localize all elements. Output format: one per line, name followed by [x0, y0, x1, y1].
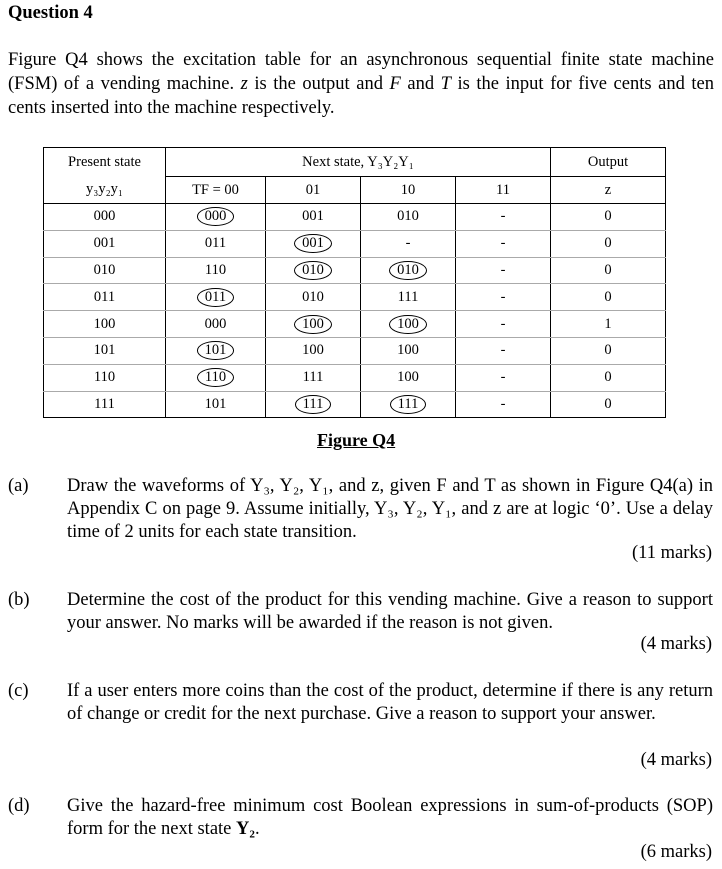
input-header-01: 01 — [266, 177, 361, 204]
present-state-cell: 010 — [44, 257, 166, 284]
intro-var-t: T — [440, 74, 451, 94]
stable-state-circle: 110 — [197, 368, 234, 387]
next-state-cell — [266, 311, 361, 338]
intro-var-f: F — [389, 74, 401, 94]
intro-text-1: Figure Q4 shows the excitation table for an asynchronous sequential finite state machine (FSM) of a vending machine. — [8, 50, 714, 94]
next-state-cell: 011 — [166, 230, 266, 257]
part-c-marks: (4 marks) — [640, 750, 712, 770]
part-d-text-2: . — [254, 819, 260, 839]
output-cell: 0 — [551, 337, 666, 364]
input-header-11: 11 — [456, 177, 551, 204]
next-state-cell — [361, 391, 456, 418]
output-cell: 0 — [551, 204, 666, 231]
intro-paragraph — [8, 48, 714, 120]
present-state-cell: 110 — [44, 364, 166, 391]
intro-text-2: is the output and — [247, 74, 390, 94]
next-state-cell — [266, 257, 361, 284]
part-c-label: (c) — [8, 681, 29, 701]
next-state-cell: - — [456, 257, 551, 284]
figure-caption: Figure Q4 — [317, 430, 396, 450]
next-state-cell — [166, 364, 266, 391]
next-state-cell: - — [456, 337, 551, 364]
table-row — [44, 311, 666, 338]
next-state-cell — [266, 230, 361, 257]
present-state-cell: 101 — [44, 337, 166, 364]
stable-state-circle: 100 — [389, 315, 427, 334]
output-var: z — [551, 177, 666, 204]
stable-state-circle: 111 — [295, 395, 332, 414]
present-state-cell: 111 — [44, 391, 166, 418]
next-state-cell: 010 — [361, 204, 456, 231]
input-header-00: TF = 00 — [166, 177, 266, 204]
next-state-cell — [166, 204, 266, 231]
output-header: Output — [551, 148, 666, 177]
next-state-cell: - — [456, 230, 551, 257]
output-cell: 0 — [551, 364, 666, 391]
next-state-header: Next state, Y₃Y₂Y₁ — [166, 148, 551, 177]
next-state-cell: - — [456, 284, 551, 311]
next-state-cell: - — [456, 311, 551, 338]
stable-state-circle: 010 — [389, 261, 427, 280]
next-state-cell: - — [456, 364, 551, 391]
part-b-label: (b) — [8, 590, 30, 610]
part-a-text: Draw the waveforms of Y₃, Y₂, Y₁, and z, given F and T as shown in Figure Q4(a) in Appendix C on page 9. Assume initially, Y₃, Y₂, Y₁, and z are at logic ‘0’. Use a delay time of 2 units for each state transition. — [67, 476, 713, 542]
part-d-text — [67, 795, 713, 841]
present-state-cell: 000 — [44, 204, 166, 231]
stable-state-circle: 010 — [294, 261, 332, 280]
output-cell: 0 — [551, 391, 666, 418]
output-cell: 0 — [551, 284, 666, 311]
intro-var-z: z — [240, 74, 248, 94]
part-d-next-state-var: Y₂ — [236, 819, 255, 839]
next-state-cell — [361, 311, 456, 338]
output-cell: 0 — [551, 257, 666, 284]
next-state-cell — [166, 337, 266, 364]
next-state-cell: 100 — [266, 337, 361, 364]
output-cell: 1 — [551, 311, 666, 338]
next-state-cell: 101 — [166, 391, 266, 418]
next-state-cell — [166, 284, 266, 311]
stable-state-circle: 011 — [197, 288, 234, 307]
next-state-cell: - — [361, 230, 456, 257]
part-d-label: (d) — [8, 796, 30, 816]
present-state-cell: 100 — [44, 311, 166, 338]
table-row — [44, 391, 666, 418]
next-state-cell: - — [456, 391, 551, 418]
next-state-cell: 010 — [266, 284, 361, 311]
excitation-table — [43, 147, 666, 418]
part-d-text-1: Give the hazard-free minimum cost Boolean expressions in sum-of-products (SOP) form for the next state — [67, 796, 713, 839]
stable-state-circle: 101 — [197, 341, 235, 360]
present-state-header: Present state — [44, 148, 166, 177]
next-state-cell: 110 — [166, 257, 266, 284]
intro-text-3: and — [400, 74, 441, 94]
part-c-text: If a user enters more coins than the cost of the product, determine if there is any return of change or credit for the next purchase. Give a reason to support your answer. — [67, 681, 713, 724]
next-state-cell — [361, 257, 456, 284]
input-header-10: 10 — [361, 177, 456, 204]
question-title: Question 4 — [8, 3, 93, 23]
part-d-marks: (6 marks) — [640, 842, 712, 862]
present-state-vars: y₃y₂y₁ — [44, 177, 166, 204]
next-state-cell: 111 — [266, 364, 361, 391]
next-state-cell: - — [456, 204, 551, 231]
present-state-cell: 011 — [44, 284, 166, 311]
part-b-marks: (4 marks) — [640, 634, 712, 654]
next-state-cell: 001 — [266, 204, 361, 231]
stable-state-circle: 001 — [294, 234, 332, 253]
part-a-marks: (11 marks) — [632, 543, 712, 563]
table-row — [44, 257, 666, 284]
next-state-cell: 111 — [361, 284, 456, 311]
next-state-cell: 000 — [166, 311, 266, 338]
stable-state-circle: 111 — [390, 395, 427, 414]
table-row — [44, 230, 666, 257]
part-a-label: (a) — [8, 476, 29, 496]
next-state-cell: 100 — [361, 337, 456, 364]
stable-state-circle: 000 — [197, 207, 235, 226]
part-b-text: Determine the cost of the product for this vending machine. Give a reason to support your answer. No marks will be awarded if the reason is not given. — [67, 590, 713, 633]
present-state-cell: 001 — [44, 230, 166, 257]
table-row — [44, 204, 666, 231]
table-row — [44, 337, 666, 364]
next-state-cell: 100 — [361, 364, 456, 391]
stable-state-circle: 100 — [294, 315, 332, 334]
intro-text-4: is the input for five cents and ten cents inserted into the machine respectively. — [8, 74, 714, 118]
output-cell: 0 — [551, 230, 666, 257]
next-state-cell — [266, 391, 361, 418]
table-row — [44, 284, 666, 311]
table-row — [44, 364, 666, 391]
